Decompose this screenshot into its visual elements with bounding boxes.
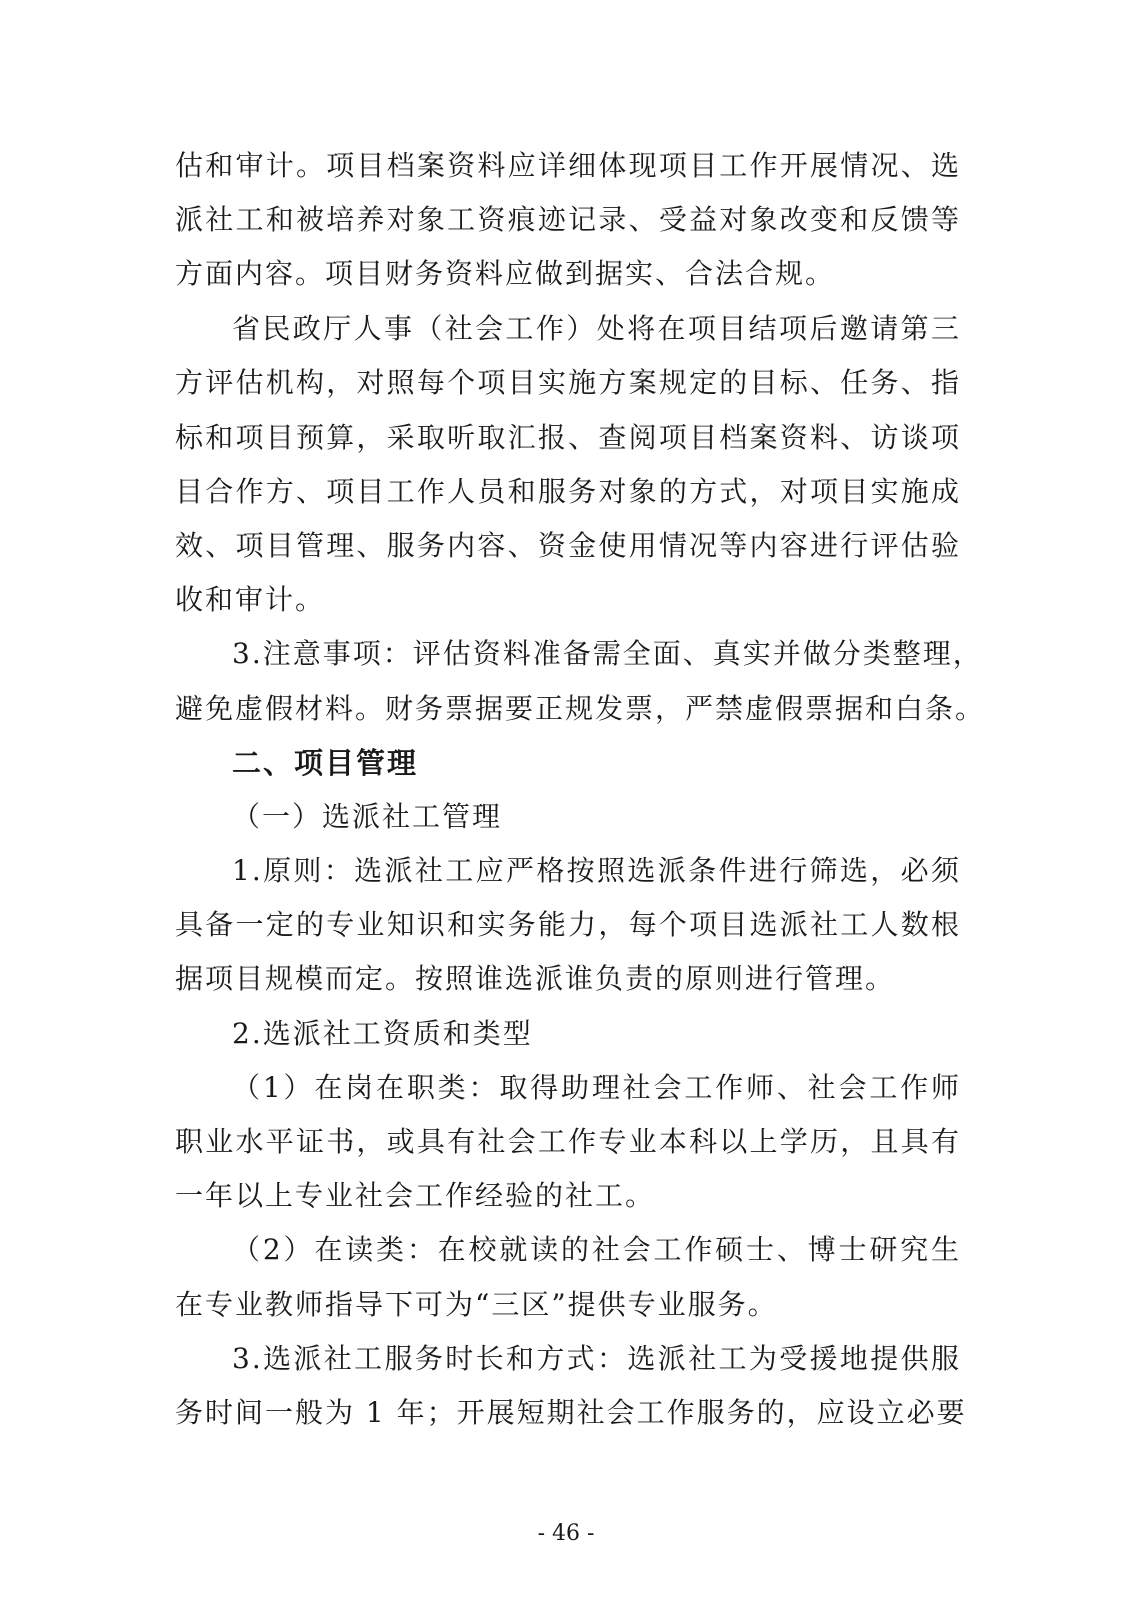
paragraph-line: 在专业教师指导下可为“三区”提供专业服务。	[175, 1288, 778, 1321]
paragraph-line: 一年以上专业社会工作经验的社工。	[175, 1179, 656, 1212]
paragraph-line: （2）在读类：在校就读的社会工作硕士、博士研究生	[232, 1233, 961, 1266]
paragraph-line: 务时间一般为 1 年；开展短期社会工作服务的，应设立必要	[175, 1396, 967, 1429]
paragraph-line: 避免虚假材料。财务票据要正规发票，严禁虚假票据和白条。	[175, 692, 986, 725]
paragraph-line: 3.选派社工服务时长和方式：选派社工为受援地提供服	[232, 1342, 961, 1375]
paragraph-line: 省民政厅人事（社会工作）处将在项目结项后邀请第三	[232, 312, 961, 345]
paragraph-line: 方评估机构，对照每个项目实施方案规定的目标、任务、指	[175, 366, 961, 399]
paragraph-line: 具备一定的专业知识和实务能力，每个项目选派社工人数根	[175, 908, 961, 941]
paragraph-line: 估和审计。项目档案资料应详细体现项目工作开展情况、选	[175, 149, 961, 182]
paragraph-line: 方面内容。项目财务资料应做到据实、合法合规。	[175, 257, 836, 290]
paragraph-line: 1.原则：选派社工应严格按照选派条件进行筛选，必须	[232, 854, 961, 887]
paragraph-line: 标和项目预算，采取听取汇报、查阅项目档案资料、访谈项	[175, 421, 961, 454]
paragraph-line: 3.注意事项：评估资料准备需全面、真实并做分类整理，	[232, 637, 983, 670]
paragraph-line: 目合作方、项目工作人员和服务对象的方式，对项目实施成	[175, 475, 961, 508]
subsection-heading: （一）选派社工管理	[232, 800, 503, 833]
paragraph-line: 职业水平证书，或具有社会工作专业本科以上学历，且具有	[175, 1125, 961, 1158]
paragraph-line: 效、项目管理、服务内容、资金使用情况等内容进行评估验	[175, 529, 961, 562]
paragraph-line: 派社工和被培养对象工资痕迹记录、受益对象改变和反馈等	[175, 203, 961, 236]
paragraph-line: 收和审计。	[175, 583, 326, 616]
section-heading: 二、项目管理	[232, 746, 419, 780]
paragraph-line: 据项目规模而定。按照谁选派谁负责的原则进行管理。	[175, 962, 896, 995]
paragraph-line: 2.选派社工资质和类型	[232, 1017, 533, 1050]
paragraph-line: （1）在岗在职类：取得助理社会工作师、社会工作师	[232, 1071, 961, 1104]
page-number: - 46 -	[537, 1521, 595, 1546]
